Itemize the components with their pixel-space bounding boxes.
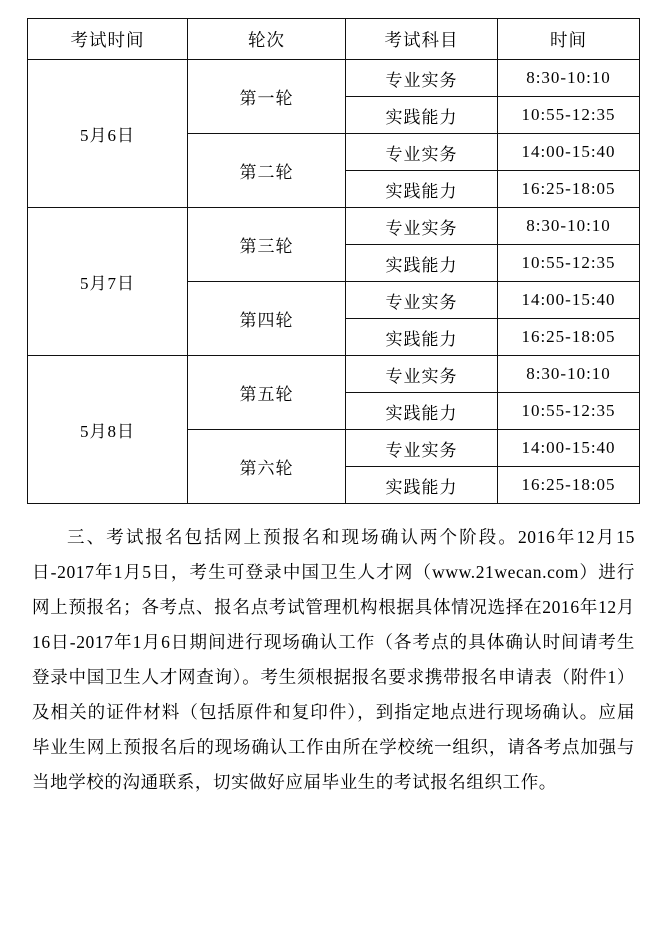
cell-subject: 专业实务 [346,134,498,171]
cell-subject: 专业实务 [346,60,498,97]
table-body [28,60,640,504]
body-paragraph: 三、考试报名包括网上预报名和现场确认两个阶段。2016年12月15日-2017年1月5日，考生可登录中国卫生人才网（www.21wecan.com）进行网上预报名；各考点、报名点考试管理机构根据具体情况选择在2016年12月16日-2017年1月6日期间进行现场确认工作（各考点的具体确认时间请考生登录中国卫生人才网查询）。考生须根据报名要求携带报名申请表（附件1）及相关的证件材料（包括原件和复印件），到指定地点进行现场确认。应届毕业生网上预报名后的现场确认工作由所在学校统一组织，请各考点加强与当地学校的沟通联系，切实做好应届毕业生的考试报名组织工作。 [32,527,635,792]
cell-time: 10:55-12:35 [498,97,640,134]
cell-exam-date: 5月8日 [28,356,188,504]
column-header-subject: 考试科目 [346,19,498,60]
cell-time: 14:00-15:40 [498,134,640,171]
cell-subject: 实践能力 [346,467,498,504]
cell-subject: 实践能力 [346,171,498,208]
cell-exam-date: 5月7日 [28,208,188,356]
cell-round: 第四轮 [188,282,346,356]
cell-subject: 专业实务 [346,430,498,467]
cell-subject: 实践能力 [346,245,498,282]
cell-subject: 实践能力 [346,393,498,430]
cell-exam-date: 5月6日 [28,60,188,208]
table-header-row [28,19,640,60]
cell-time: 16:25-18:05 [498,319,640,356]
cell-subject: 专业实务 [346,282,498,319]
cell-subject: 实践能力 [346,97,498,134]
cell-subject: 专业实务 [346,208,498,245]
cell-round: 第六轮 [188,430,346,504]
cell-subject: 实践能力 [346,319,498,356]
cell-round: 第三轮 [188,208,346,282]
column-header-round: 轮次 [188,19,346,60]
column-header-date: 考试时间 [28,19,188,60]
cell-time: 16:25-18:05 [498,171,640,208]
table-row [28,60,640,97]
cell-time: 14:00-15:40 [498,282,640,319]
cell-round: 第二轮 [188,134,346,208]
cell-time: 8:30-10:10 [498,356,640,393]
exam-schedule-table [27,18,640,504]
cell-subject: 专业实务 [346,356,498,393]
cell-time: 10:55-12:35 [498,393,640,430]
table-row [28,208,640,245]
cell-time: 8:30-10:10 [498,60,640,97]
cell-round: 第五轮 [188,356,346,430]
cell-round: 第一轮 [188,60,346,134]
cell-time: 10:55-12:35 [498,245,640,282]
cell-time: 16:25-18:05 [498,467,640,504]
column-header-time: 时间 [498,19,640,60]
cell-time: 14:00-15:40 [498,430,640,467]
cell-time: 8:30-10:10 [498,208,640,245]
table-header [28,19,640,60]
table-row [28,356,640,393]
